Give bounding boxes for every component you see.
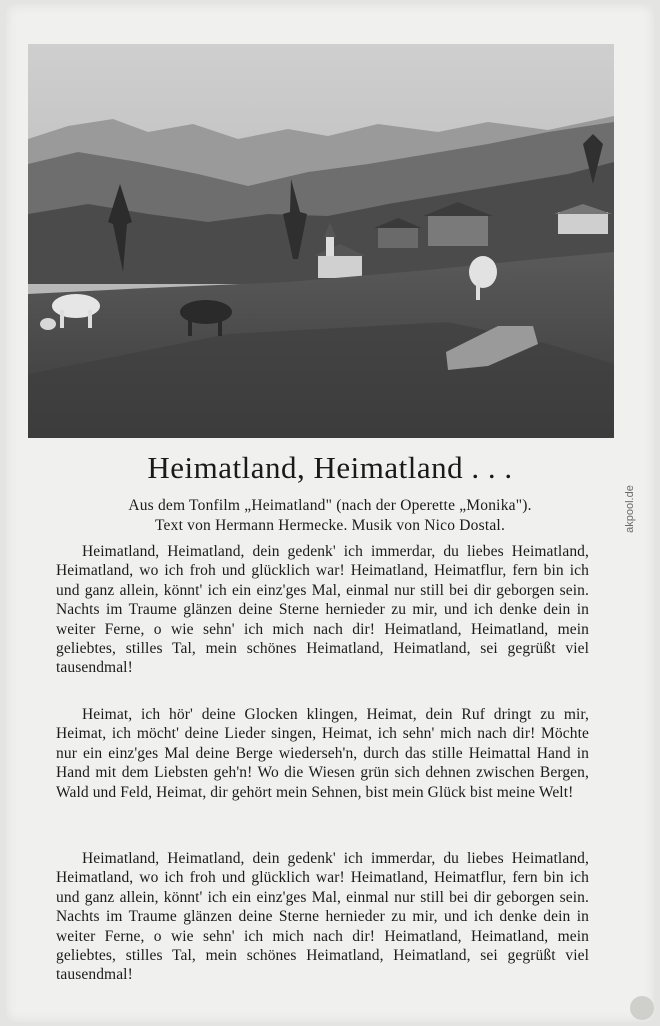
watermark [623,478,650,548]
verse-1: Heimatland, Heimatland, dein gedenk' ich immerdar, du liebes Heimatland, Heimatland, wo ich froh und glücklich war! Heimatland, Heimatflur, fern bin ich und ganz allein, könnt' ich ein einz'ges Mal, einmal nur still bei dir geborgen sein. Nachts im Traume glänzen deine Sterne hernieder zu mir, und ich denke dein in weiter Ferne, o wie sehn' ich mich nach dir! Heimatland, Heimatland, mein geliebtes, stilles Tal, mein schönes Heimatland, Heimatland, sei gegrüßt viel tausendmal! [56,543,589,677]
verse-3: Heimatland, Heimatland, dein gedenk' ich immerdar, du liebes Heimatland, Heimatland, wo ich froh und glücklich war! Heimatland, Heimatflur, fern bin ich und ganz allein, könnt' ich ein einz'ges Mal, einmal nur still bei dir geborgen sein. Nachts im Traume glänzen deine Sterne hernieder zu mir, und ich denke dein in weiter Ferne, o wie sehn' ich mich nach dir! Heimatland, Heimatland, mein geliebtes, stilles Tal, mein schönes Heimatland, Heimatland, sei gegrüßt viel tausendmal! [56,850,589,984]
watermark-text: akpool.de [623,485,636,533]
song-source-line: Aus dem Tonfilm „Heimatland" (nach der Operette „Monika"). [128,497,532,514]
corner-badge [630,996,654,1020]
verse-2: Heimat, ich hör' deine Glocken klingen, Heimat, dein Ruf dringt zu mir, Heimat, ich möcht' deine Lieder singen, Heimat, ich sehn' mich nach dir! Möchte nur ein einz'ges Mal deine Berge wiederseh'n, durch das stille Heimattal Hand in Hand mit dem Liebsten geh'n! Wo die Wiesen grün sich dehnen zwischen Bergen, Wald und Feld, Heimat, dir gehört mein Sehnen, bist mein Glück bist meine Welt! [56,706,589,801]
song-title: Heimatland, Heimatland . . . [147,450,513,485]
alpine-village-photo [28,44,614,438]
song-credits-line: Text von Hermann Hermecke. Musik von Nico Dostal. [154,517,506,534]
